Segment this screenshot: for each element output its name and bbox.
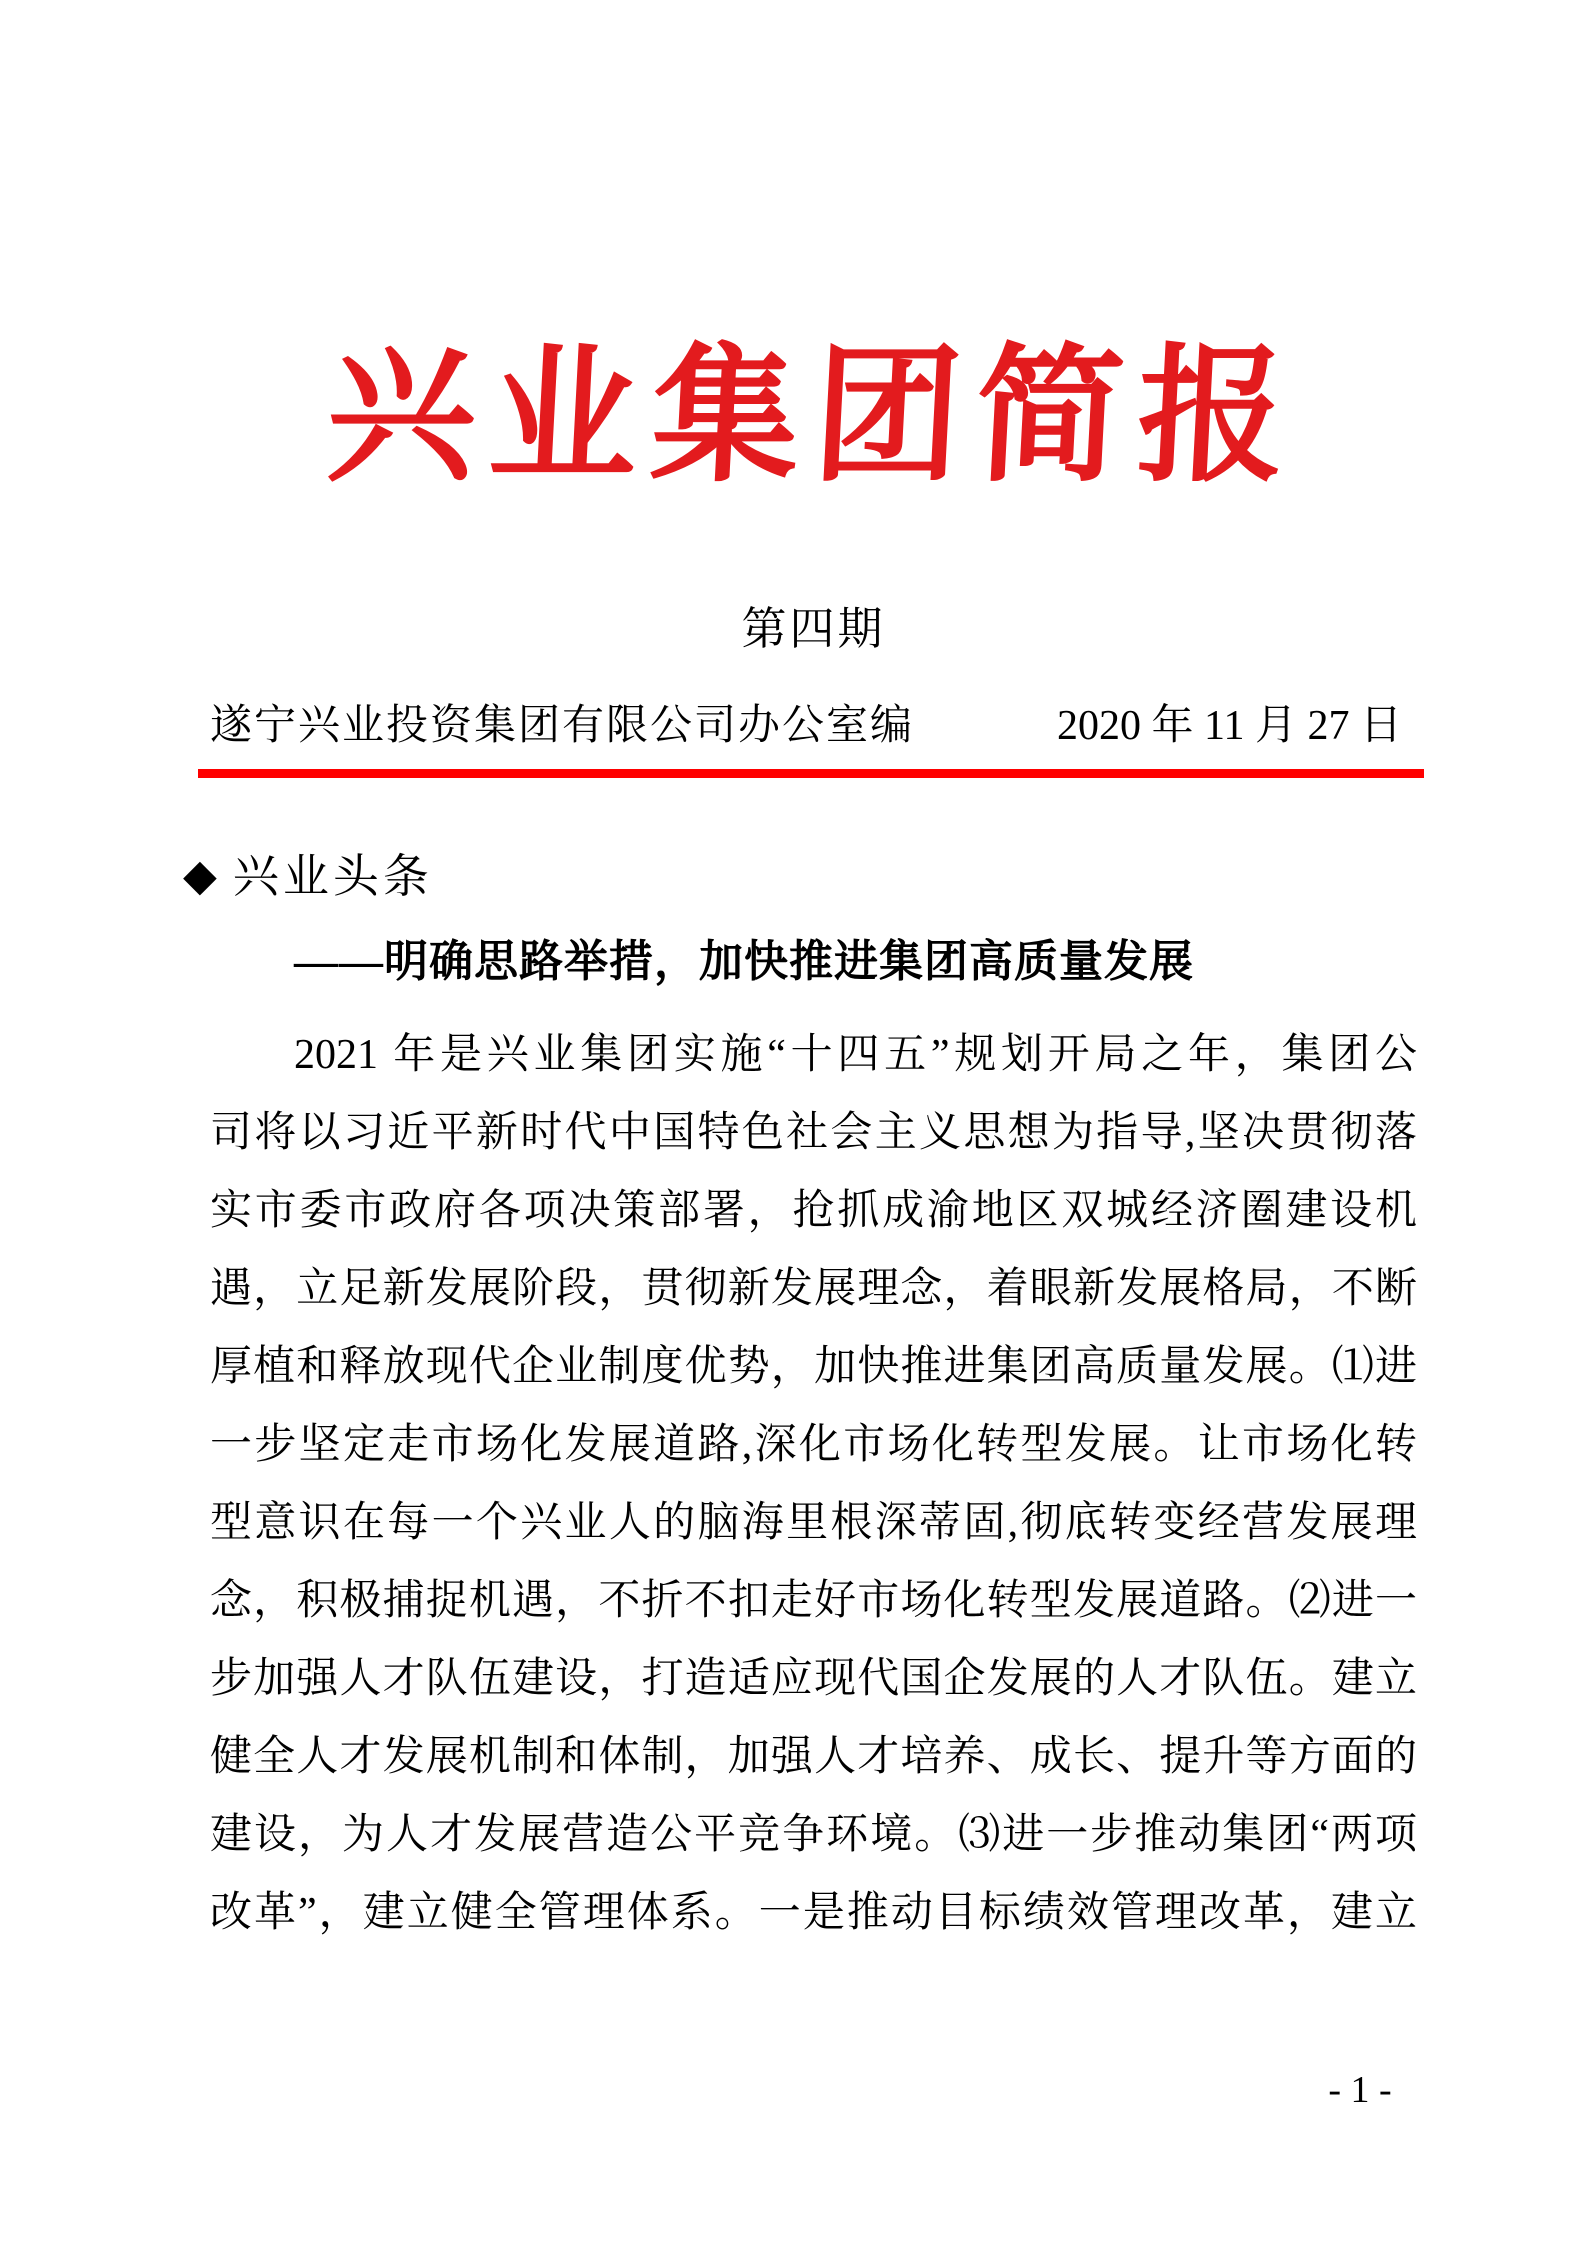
masthead-divider-rule <box>198 769 1424 778</box>
body-text-line: 健全人才发展机制和体制，加强人才培养、成长、提升等方面的 <box>210 1734 1417 1780</box>
body-text-line: 步加强人才队伍建设，打造适应现代国企发展的人才队伍。建立 <box>210 1656 1417 1702</box>
body-text-line: 型意识在每一个兴业人的脑海里根深蒂固,彻底转变经营发展理 <box>210 1500 1417 1546</box>
body-text-line: 厚植和释放现代企业制度优势，加快推进集团高质量发展。⑴进 <box>210 1344 1417 1390</box>
body-text-line: 司将以习近平新时代中国特色社会主义思想为指导,坚决贯彻落 <box>210 1110 1417 1156</box>
body-text-line: 一步坚定走市场化发展道路,深化市场化转型发展。让市场化转 <box>210 1422 1417 1468</box>
newsletter-title: 兴业集团简报 <box>323 336 1304 500</box>
body-text-line: 改革”，建立健全管理体系。一是推动目标绩效管理改革，建立 <box>210 1890 1417 1936</box>
body-text-line: 建设，为人才发展营造公平竞争环境。⑶进一步推动集团“两项 <box>210 1812 1417 1858</box>
body-text-line: 念，积极捕捉机遇，不折不扣走好市场化转型发展道路。⑵进一 <box>210 1578 1417 1624</box>
article-headline: ——明确思路举措，加快推进集团高质量发展 <box>294 937 1194 986</box>
section-header <box>183 850 433 902</box>
publication-info-row <box>210 698 1402 754</box>
article-body <box>210 1016 1417 1952</box>
publisher-line: 遂宁兴业投资集团有限公司办公室编 <box>210 703 915 749</box>
body-text-line: 遇，立足新发展阶段，贯彻新发展理念，着眼新发展格局，不断 <box>210 1266 1417 1312</box>
body-text-line: 实市委市政府各项决策部署，抢抓成渝地区双城经济圈建设机 <box>210 1188 1417 1234</box>
issue-number: 第四期 <box>741 603 886 654</box>
section-title: 兴业头条 <box>232 850 433 902</box>
body-text-line: 2021 年是兴业集团实施“十四五”规划开局之年，集团公 <box>294 1032 1417 1078</box>
diamond-bullet-icon: ◆ <box>183 850 217 901</box>
issue-date: 2020 年 11 月 27 日 <box>1057 703 1402 749</box>
page-number: - 1 - <box>1328 2069 1392 2111</box>
